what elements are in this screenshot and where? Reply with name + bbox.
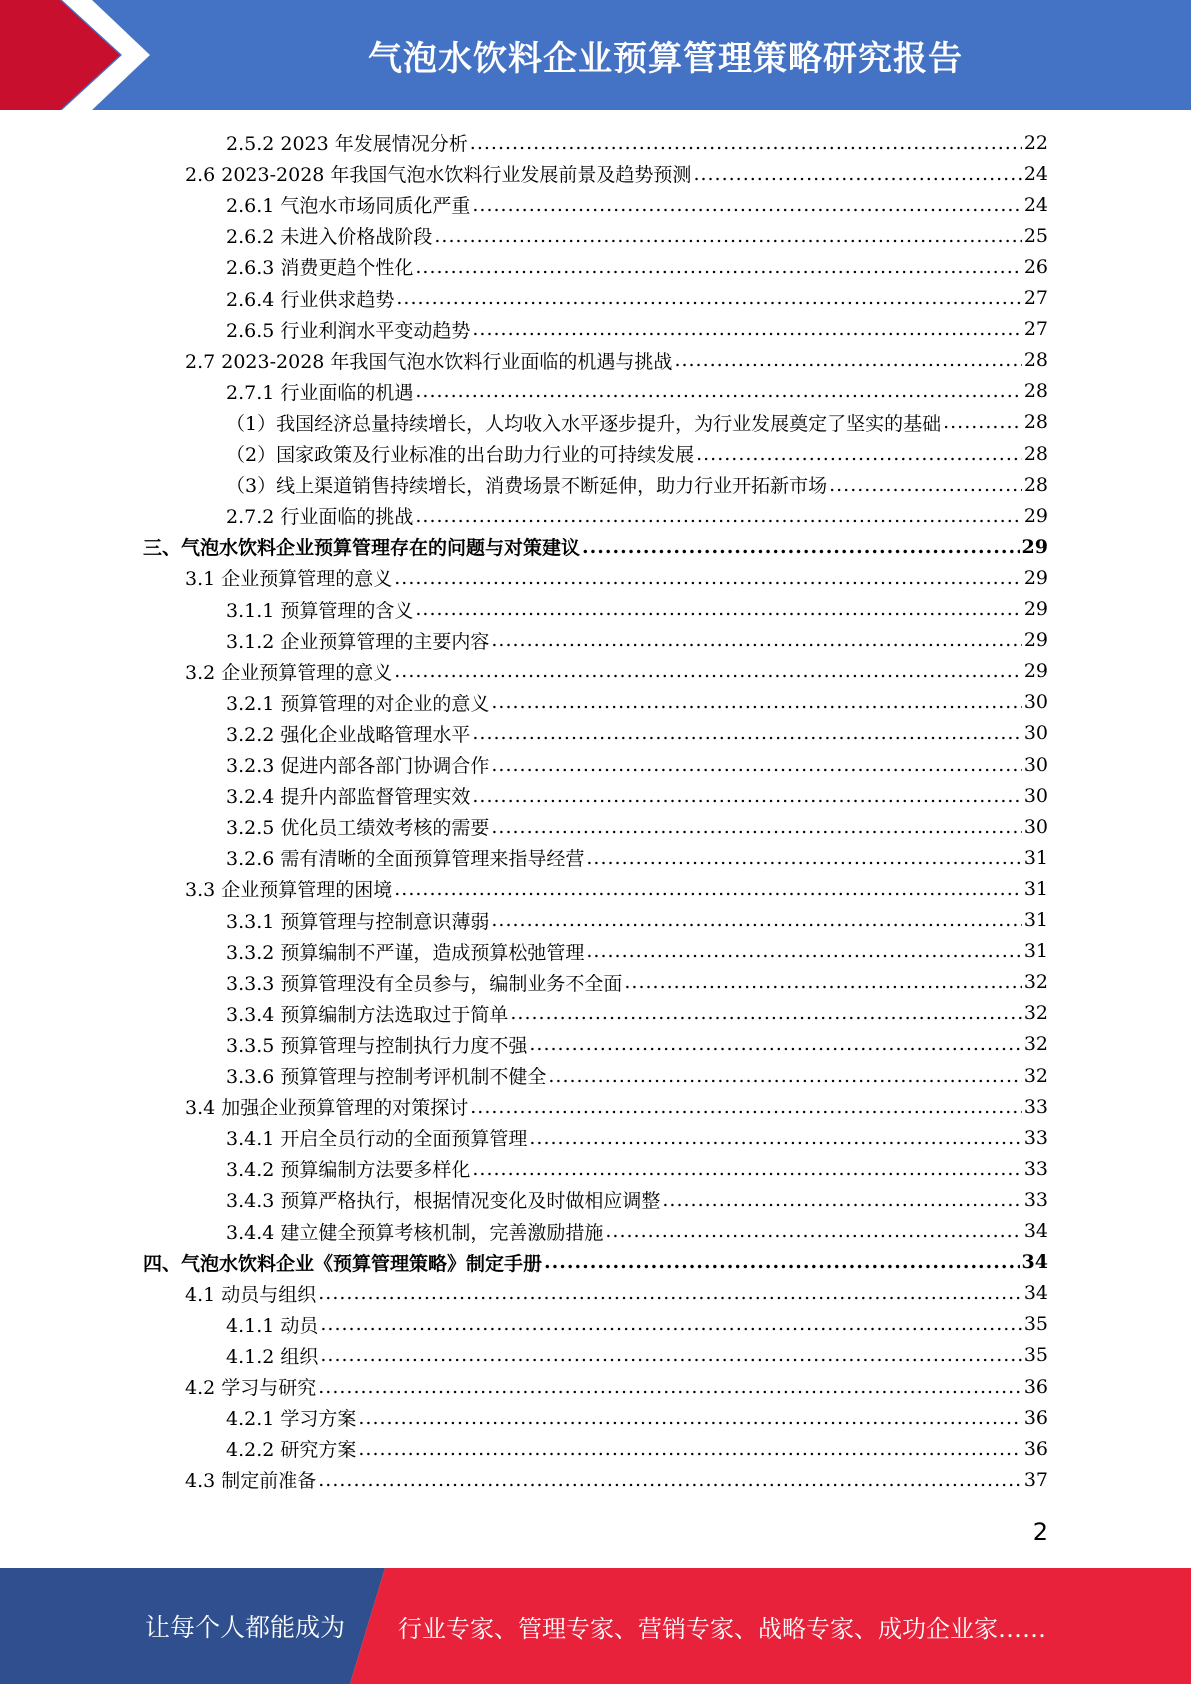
- toc-leader-dots: [415, 256, 1021, 278]
- toc-entry-title: 3.2.4 提升内部监督管理实效: [226, 786, 471, 809]
- toc-entry[interactable]: [226, 749, 1048, 780]
- header-arrow-decoration: [0, 0, 160, 110]
- toc-entry-page: 32: [1023, 1002, 1048, 1025]
- toc-entry-page: 30: [1023, 722, 1048, 745]
- toc-entry-page: 29: [1021, 535, 1048, 558]
- toc-leader-dots: [470, 1096, 1022, 1118]
- toc-entry-title: 3.4.3 预算严格执行，根据情况变化及时做相应调整: [226, 1190, 661, 1213]
- toc-entry[interactable]: [185, 1464, 1048, 1495]
- toc-entry-page: 24: [1023, 193, 1048, 216]
- toc-entry[interactable]: [185, 1371, 1048, 1402]
- toc-entry[interactable]: [226, 438, 1048, 469]
- toc-entry-title: 2.6 2023-2028 年我国气泡水饮料行业发展前景及趋势预测: [185, 164, 692, 187]
- toc-leader-dots: [394, 660, 1022, 682]
- toc-entry-page: 36: [1023, 1406, 1048, 1429]
- toc-entry-page: 29: [1023, 598, 1048, 620]
- toc-entry-page: 31: [1023, 877, 1048, 900]
- toc-entry[interactable]: [226, 594, 1048, 625]
- toc-entry[interactable]: [226, 220, 1048, 251]
- toc-entry[interactable]: [226, 407, 1048, 438]
- toc-entry-page: 32: [1023, 971, 1048, 994]
- toc-entry-title: 2.5.2 2023 年发展情况分析: [226, 133, 468, 155]
- toc-entry-page: 32: [1023, 1064, 1048, 1087]
- toc-entry-title: 2.7 2023-2028 年我国气泡水饮料行业面临的机遇与挑战: [185, 350, 673, 373]
- toc-entry[interactable]: [226, 283, 1048, 314]
- toc-entry[interactable]: [185, 873, 1048, 904]
- toc-leader-dots: [624, 971, 1021, 993]
- toc-entry-page: 32: [1023, 1033, 1048, 1056]
- toc-entry-page: 30: [1023, 691, 1048, 714]
- toc-entry-page: 35: [1023, 1344, 1048, 1367]
- toc-leader-dots: [472, 722, 1021, 744]
- toc-entry-page: 31: [1023, 909, 1048, 931]
- toc-entry-title: 3.2.6 需有清晰的全面预算管理来指导经营: [226, 848, 585, 871]
- toc-leader-dots: [415, 598, 1021, 620]
- toc-entry-page: 28: [1023, 349, 1048, 372]
- toc-entry-page: 24: [1023, 162, 1048, 185]
- toc-entry-page: 33: [1023, 1095, 1048, 1118]
- toc-entry[interactable]: [226, 500, 1048, 531]
- toc-leader-dots: [693, 163, 1021, 185]
- toc-entry[interactable]: [226, 1060, 1048, 1091]
- toc-leader-dots: [529, 1033, 1021, 1055]
- toc-entry-title: 3.3.4 预算编制方法选取过于简单: [226, 1003, 509, 1026]
- toc-entry-title: 4.1.1 动员: [226, 1314, 319, 1337]
- toc-entry-title: 三、气泡水饮料企业预算管理存在的问题与对策建议: [143, 537, 581, 560]
- toc-entry-page: 36: [1023, 1437, 1048, 1460]
- toc-entry-page: 34: [1021, 1251, 1048, 1274]
- toc-entry-page: 33: [1023, 1157, 1048, 1180]
- toc-entry[interactable]: [226, 905, 1048, 936]
- toc-entry[interactable]: [226, 811, 1048, 842]
- toc-entry-title: 2.6.1 气泡水市场同质化严重: [226, 195, 471, 218]
- toc-leader-dots: [491, 629, 1021, 651]
- toc-entry-title: 3.4.4 建立健全预算考核机制，完善激励措施: [226, 1221, 604, 1244]
- toc-entry-title: 3.3.3 预算管理没有全员参与，编制业务不全面: [226, 972, 623, 995]
- toc-entry[interactable]: [185, 345, 1048, 376]
- toc-entry-page: 35: [1023, 1313, 1048, 1336]
- toc-entry-page: 30: [1023, 815, 1048, 838]
- toc-entry-title: 4.2.2 研究方案: [226, 1439, 357, 1462]
- toc-entry-title: 4.2.1 学习方案: [226, 1408, 357, 1431]
- toc-entry-title: 3.2.1 预算管理的对企业的意义: [226, 692, 490, 715]
- toc-entry-title: 3.1 企业预算管理的意义: [185, 568, 393, 591]
- toc-leader-dots: [529, 1127, 1021, 1149]
- toc-entry-title: 3.4.1 开启全员行动的全面预算管理: [226, 1128, 528, 1151]
- toc-entry-title: 3.4 加强企业预算管理的对策探讨: [185, 1097, 469, 1120]
- toc-leader-dots: [394, 878, 1022, 900]
- toc-entry[interactable]: [185, 1278, 1048, 1309]
- toc-leader-dots: [358, 1438, 1021, 1460]
- toc-entry-page: 33: [1023, 1126, 1048, 1149]
- toc-entry-page: 31: [1023, 846, 1048, 869]
- toc-leader-dots: [943, 411, 1022, 433]
- toc-entry[interactable]: [226, 1184, 1048, 1215]
- toc-entry[interactable]: [226, 967, 1048, 998]
- toc-entry-page: 29: [1023, 566, 1048, 589]
- toc-leader-dots: [394, 567, 1022, 589]
- toc-entry-page: 28: [1023, 473, 1048, 496]
- toc-entry-title: 2.6.3 消费更趋个性化: [226, 257, 414, 280]
- toc-leader-dots: [472, 785, 1021, 807]
- toc-entry[interactable]: [226, 625, 1048, 656]
- toc-entry-title: （1）我国经济总量持续增长，人均收入水平逐步提升，为行业发展奠定了坚实的基础: [226, 412, 942, 435]
- toc-entry[interactable]: [226, 1153, 1048, 1184]
- toc-entry-page: 34: [1023, 1220, 1048, 1242]
- page-number: 2: [1032, 1518, 1048, 1546]
- toc-entry-title: 2.6.5 行业利润水平变动趋势: [226, 319, 471, 342]
- toc-entry-title: 3.2.2 强化企业战略管理水平: [226, 723, 471, 746]
- toc-entry-page: 30: [1023, 784, 1048, 807]
- toc-entry[interactable]: [226, 998, 1048, 1029]
- toc-entry[interactable]: [185, 656, 1048, 687]
- toc-leader-dots: [605, 1220, 1021, 1242]
- toc-entry-title: 3.1.2 企业预算管理的主要内容: [226, 630, 490, 653]
- toc-entry-page: 29: [1023, 629, 1048, 652]
- toc-entry[interactable]: [226, 469, 1048, 500]
- toc-entry[interactable]: [226, 1122, 1048, 1153]
- toc-entry[interactable]: [226, 1309, 1048, 1340]
- toc-leader-dots: [470, 132, 1022, 154]
- toc-entry[interactable]: [226, 376, 1048, 407]
- toc-entry-page: 27: [1023, 318, 1048, 341]
- toc-leader-dots: [472, 318, 1021, 340]
- toc-entry[interactable]: [185, 562, 1048, 593]
- toc-entry-title: 2.7.2 行业面临的挑战: [226, 506, 414, 529]
- toc-entry-title: 3.3.2 预算编制不严谨，造成预算松弛管理: [226, 941, 585, 964]
- toc-leader-dots: [415, 380, 1021, 402]
- toc-leader-dots: [318, 1282, 1022, 1304]
- toc-entry[interactable]: [143, 1247, 1048, 1278]
- toc-entry-title: 3.2 企业预算管理的意义: [185, 661, 393, 684]
- report-title: 气泡水饮料企业预算管理策略研究报告: [368, 38, 963, 79]
- toc-leader-dots: [396, 287, 1021, 309]
- toc-entry-page: 27: [1023, 287, 1048, 309]
- toc-entry-title: 4.1.2 组织: [226, 1345, 319, 1368]
- toc-leader-dots: [472, 1158, 1021, 1180]
- toc-entry[interactable]: [185, 1091, 1048, 1122]
- toc-entry-title: 3.2.5 优化员工绩效考核的需要: [226, 817, 490, 840]
- toc-leader-dots: [318, 1469, 1022, 1491]
- toc-leader-dots: [491, 754, 1021, 776]
- toc-leader-dots: [320, 1313, 1021, 1335]
- toc-leader-dots: [544, 1251, 1020, 1273]
- toc-entry-title: 3.4.2 预算编制方法要多样化: [226, 1159, 471, 1182]
- toc-entry-page: 28: [1023, 380, 1048, 403]
- toc-leader-dots: [829, 474, 1022, 496]
- toc-entry-title: 3.3.1 预算管理与控制意识薄弱: [226, 910, 490, 933]
- toc-entry-title: 3.3.6 预算管理与控制考评机制不健全: [226, 1066, 547, 1088]
- toc-entry[interactable]: [226, 718, 1048, 749]
- toc-entry-page: 25: [1023, 224, 1048, 247]
- toc-entry[interactable]: [226, 780, 1048, 811]
- toc-entry-title: 3.3.5 预算管理与控制执行力度不强: [226, 1034, 528, 1057]
- footer-slogan-right: 行业专家、管理专家、营销专家、战略专家、成功企业家……: [398, 1614, 1046, 1643]
- toc-leader-dots: [491, 909, 1021, 931]
- toc-entry-page: 29: [1023, 660, 1048, 683]
- page-footer: [0, 1568, 1191, 1684]
- toc-entry-page: 33: [1023, 1188, 1048, 1211]
- toc-leader-dots: [582, 536, 1020, 558]
- toc-entry[interactable]: [226, 1433, 1048, 1464]
- toc-entry-page: 28: [1023, 442, 1048, 465]
- page-header: [0, 0, 1191, 110]
- toc-leader-dots: [472, 194, 1021, 216]
- toc-entry-title: 4.3 制定前准备: [185, 1470, 317, 1493]
- toc-entry[interactable]: [226, 251, 1048, 282]
- toc-entry-title: 4.2 学习与研究: [185, 1377, 317, 1399]
- toc-entry-page: 29: [1023, 504, 1048, 527]
- toc-entry[interactable]: [226, 1216, 1048, 1247]
- toc-entry-title: 3.1.1 预算管理的含义: [226, 599, 414, 622]
- toc-entry-title: 4.1 动员与组织: [185, 1283, 317, 1306]
- toc-entry-page: 22: [1023, 131, 1048, 154]
- toc-leader-dots: [415, 505, 1021, 527]
- toc-entry-title: 2.6.4 行业供求趋势: [226, 288, 395, 311]
- toc-entry[interactable]: [226, 936, 1048, 967]
- toc-entry[interactable]: [226, 189, 1048, 220]
- toc-leader-dots: [434, 225, 1021, 247]
- footer-slogan-left: 让每个人都能成为: [145, 1613, 346, 1642]
- toc-leader-dots: [662, 1189, 1021, 1211]
- toc-entry-title: 3.3 企业预算管理的困境: [185, 879, 393, 902]
- toc-entry-title: 3.2.3 促进内部各部门协调合作: [226, 755, 490, 777]
- toc-entry[interactable]: [226, 842, 1048, 873]
- toc-entry-title: 四、气泡水饮料企业《预算管理策略》制定手册: [143, 1252, 543, 1275]
- toc-leader-dots: [674, 349, 1021, 371]
- toc-entry-title: （3）线上渠道销售持续增长，消费场景不断延伸，助力行业开拓新市场: [226, 475, 828, 498]
- toc-leader-dots: [491, 816, 1021, 838]
- toc-leader-dots: [358, 1407, 1021, 1429]
- toc-leader-dots: [586, 940, 1021, 962]
- toc-entry-title: （2）国家政策及行业标准的出台助力行业的可持续发展: [226, 444, 695, 466]
- toc-leader-dots: [491, 691, 1021, 713]
- toc-entry-title: 2.6.2 未进入价格战阶段: [226, 226, 433, 249]
- toc-leader-dots: [318, 1376, 1022, 1398]
- toc-entry[interactable]: [226, 1029, 1048, 1060]
- toc-entry-page: 28: [1023, 411, 1048, 434]
- toc-leader-dots: [696, 443, 1022, 465]
- toc-entry[interactable]: [226, 314, 1048, 345]
- toc-entry-title: 2.7.1 行业面临的机遇: [226, 381, 414, 404]
- toc-entry[interactable]: [226, 1402, 1048, 1433]
- toc-leader-dots: [586, 847, 1021, 869]
- toc-entry-page: 37: [1023, 1468, 1048, 1491]
- toc-leader-dots: [320, 1344, 1021, 1366]
- toc-entry[interactable]: [226, 687, 1048, 718]
- toc-entry[interactable]: [185, 158, 1048, 189]
- toc-entry[interactable]: [143, 531, 1048, 562]
- toc-entry-page: 26: [1023, 255, 1048, 278]
- toc-entry-page: 34: [1023, 1282, 1048, 1305]
- toc-leader-dots: [548, 1065, 1021, 1087]
- toc-leader-dots: [510, 1002, 1021, 1024]
- toc-entry[interactable]: [226, 1340, 1048, 1371]
- toc-entry[interactable]: [226, 127, 1048, 158]
- toc-entry-page: 36: [1023, 1375, 1048, 1398]
- toc-entry-page: 30: [1023, 753, 1048, 776]
- toc-entry-page: 31: [1023, 940, 1048, 963]
